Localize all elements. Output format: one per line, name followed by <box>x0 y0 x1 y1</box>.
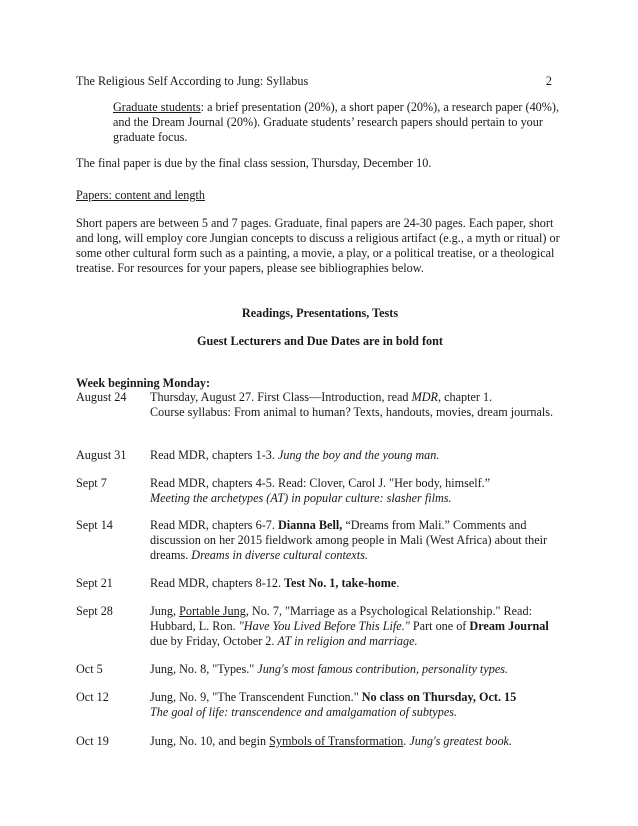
papers-heading: Papers: content and length <box>76 188 205 202</box>
entry-text-3: Course syllabus: From animal to human? Texts, handouts, movies, dream journals. <box>150 405 554 419</box>
schedule-entry <box>150 604 566 649</box>
book-title: Portable Jung <box>179 604 246 618</box>
entry-text-4: due by Friday, October 2. <box>150 634 278 648</box>
entry-text: Jung, No. 9, "The Transcendent Function." <box>150 690 362 704</box>
entry-text: Jung, No. 10, and begin <box>150 734 270 748</box>
entry-italic-2: AT in religion and marriage. <box>277 634 418 648</box>
schedule-date: Sept 21 <box>76 576 113 590</box>
schedule-date: August 24 <box>76 390 127 404</box>
section-subtitle: Guest Lecturers and Due Dates are in bold font <box>196 334 443 348</box>
schedule-date: August 31 <box>76 448 127 462</box>
entry-text: Jung, No. 8, "Types." <box>150 662 258 676</box>
schedule-entry <box>150 576 566 591</box>
entry-text-2: , No. 7, "Marriage as a Psychological Relationship." Read: Hubbard, L. Ron. <box>150 604 532 633</box>
entry-italic: "Have You Lived Before This Life." <box>238 619 410 633</box>
document-title: The Religious Self According to Jung: Syllabus <box>76 74 309 88</box>
page-number: 2 <box>545 74 552 88</box>
schedule-date: Sept 14 <box>76 518 113 532</box>
schedule-date: Sept 28 <box>76 604 113 618</box>
schedule-date: Sept 7 <box>76 476 107 490</box>
entry-italic: Jung's greatest book. <box>409 734 513 748</box>
entry-italic: Meeting the archetypes (AT) in popular culture: slasher films. <box>150 491 452 505</box>
book-title: Symbols of Transformation <box>269 734 404 748</box>
entry-text-2: , chapter 1. <box>437 390 493 404</box>
entry-italic: Jung the boy and the young man. <box>277 448 440 462</box>
entry-italic: Jung's most famous contribution, personality types. <box>257 662 509 676</box>
due-date: No class on Thursday, Oct. 15 <box>361 690 517 704</box>
schedule-entry <box>150 518 566 563</box>
guest-lecturer: Dianna Bell, <box>277 518 343 532</box>
schedule-entry <box>150 662 566 677</box>
entry-italic: Dreams in diverse cultural contexts. <box>191 548 368 562</box>
graduate-students-text: : a brief presentation (20%), a short paper (20%), a research paper (40%), and the Dream Journal (20%). Graduate students’ research papers should pertain to your graduate focus. <box>113 100 560 144</box>
due-date: Test No. 1, take-home <box>284 576 397 590</box>
week-heading: Week beginning Monday: <box>76 376 211 390</box>
due-date: Dream Journal <box>469 619 549 633</box>
entry-text: Jung, <box>150 604 180 618</box>
entry-text: Read MDR, chapters 6-7. <box>150 518 278 532</box>
papers-paragraph: Short papers are between 5 and 7 pages. Graduate, final papers are 24-30 pages. Each paper, short and long, will employ core Jungian concepts to discuss a religious artifact (e.g., a myth or ritual) or some other cultural form such as a painting, a movie, a play, or a political treatise, or a theological treatise. For resources for your papers, please see bibliographies below. <box>76 216 560 275</box>
entry-text: Read MDR, chapters 8-12. <box>150 576 285 590</box>
entry-text-3: Part one of <box>409 619 470 633</box>
entry-italic: MDR <box>411 390 438 404</box>
entry-text: Read MDR, chapters 1-3. <box>150 448 278 462</box>
schedule-entry <box>150 390 566 420</box>
graduate-students-paragraph <box>113 100 568 145</box>
entry-text-2: . <box>403 734 410 748</box>
schedule-date: Oct 12 <box>76 690 109 704</box>
section-title: Readings, Presentations, Tests <box>241 306 399 320</box>
entry-text-2: . <box>396 576 400 590</box>
entry-italic: The goal of life: transcendence and amalgamation of subtypes. <box>150 705 458 719</box>
graduate-students-label: Graduate students <box>113 100 201 114</box>
schedule-entry <box>150 476 566 506</box>
schedule-date: Oct 19 <box>76 734 109 748</box>
schedule-entry <box>150 690 566 720</box>
schedule-date: Oct 5 <box>76 662 103 676</box>
schedule-entry <box>150 448 566 463</box>
entry-text: Thursday, August 27. First Class—Introduction, read <box>150 390 412 404</box>
schedule-entry <box>150 734 566 749</box>
entry-text: Read MDR, chapters 4-5. Read: Clover, Carol J. "Her body, himself.” <box>150 476 491 490</box>
entry-text-2: “Dreams from Mali.” Comments and discussion on her 2015 fieldwork among people in Mali (West Africa) about their dreams. <box>150 518 548 562</box>
final-paper-note: The final paper is due by the final class session, Thursday, December 10. <box>76 156 432 170</box>
